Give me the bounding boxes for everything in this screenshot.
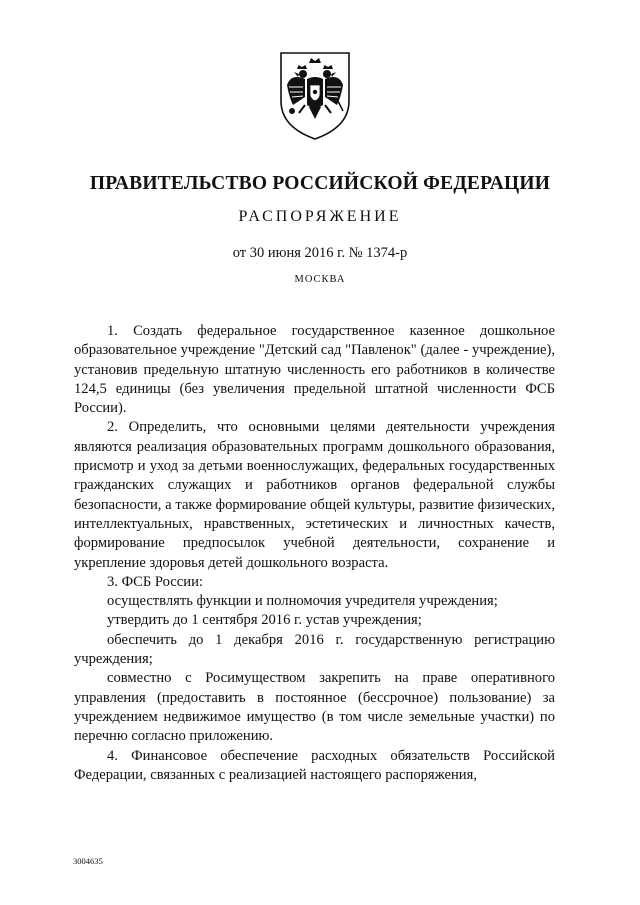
russian-coat-of-arms-icon	[275, 49, 355, 141]
document-type: РАСПОРЯЖЕНИЕ	[238, 208, 402, 225]
paragraph-4: 4. Финансовое обеспечение расходных обязательств Российской Федерации, связанных с реализацией настоящего распоряжения,	[74, 747, 555, 783]
paragraph-3-item-3: обеспечить до 1 декабря 2016 г. государственную регистрацию учреждения;	[74, 631, 555, 668]
footer-code: 3004635	[73, 856, 103, 866]
paragraph-1: 1. Создать федеральное государственное казенное дошкольное образовательное учреждение "Детский сад "Павленок" (далее - учреждение), установив предельную штатную численность его работников в количестве 124,5 единицы (без увеличения предельной штатной численности ФСБ России).	[74, 323, 555, 417]
paragraph-2: 2. Определить, что основными целями деятельности учреждения являются реализация образовательных программ дошкольного образования, присмотр и уход за детьми военнослужащих, федеральных государственных гражданских служащих и работников органов федеральной службы безопасности, а также формирование общей культуры, развитие физических, интеллектуальных, нравственных, эстетических и личностных качеств, формирование предпосылок учебной деятельности, сохранение и укрепление здоровья детей дошкольного возраста.	[74, 419, 555, 571]
paragraph-3-item-1: осуществлять функции и полномочия учредителя учреждения;	[107, 593, 498, 610]
paragraph-3-item-4: совместно с Росимуществом закрепить на праве оперативного управления (предоставить в постоянное (бессрочное) пользование) за учреждением недвижимое имущество (в том числе земельные участки) по перечню согласно приложению.	[74, 670, 555, 745]
paragraph-3-item-2: утвердить до 1 сентября 2016 г. устав учреждения;	[107, 612, 422, 629]
government-title: ПРАВИТЕЛЬСТВО РОССИЙСКОЙ ФЕДЕРАЦИИ	[89, 173, 551, 194]
document-city: МОСКВА	[294, 274, 346, 285]
document-date-number: от 30 июня 2016 г. № 1374-р	[232, 245, 408, 261]
paragraph-3: 3. ФСБ России:	[107, 573, 203, 590]
document-body	[74, 322, 555, 785]
